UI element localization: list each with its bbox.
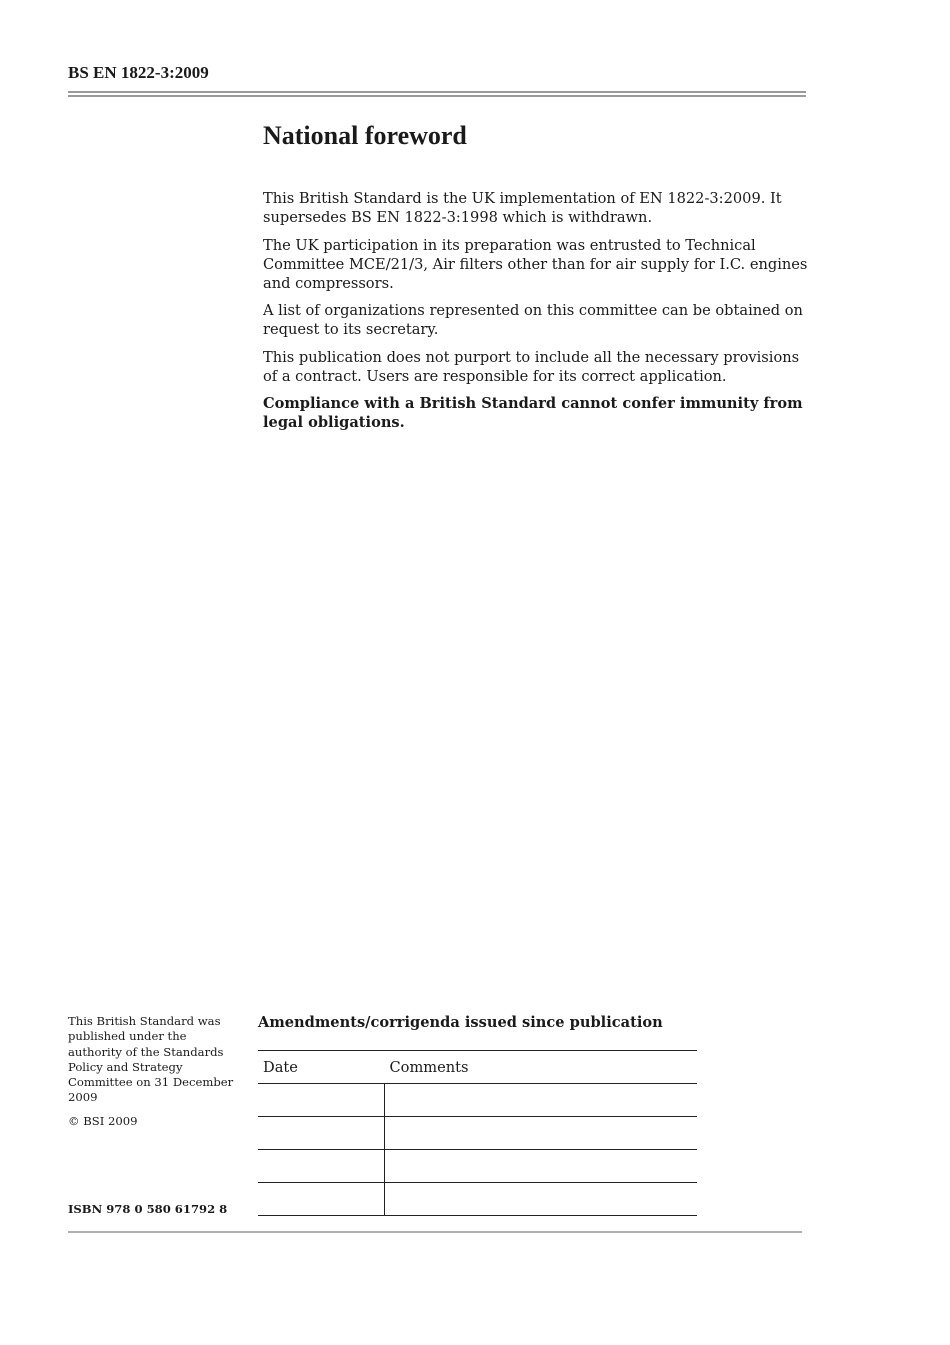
foreword-body xyxy=(263,189,808,441)
date-cell xyxy=(258,1117,385,1150)
column-header-date: Date xyxy=(258,1051,385,1084)
comments-cell xyxy=(385,1183,698,1216)
compliance-statement: Compliance with a British Standard cannot confer immunity from legal obligations. xyxy=(263,395,803,431)
paragraph-committee: The UK participation in its preparation was entrusted to Technical Committee MCE/21/3, Air filters other than for air supply for I.C. engines and compressors. xyxy=(263,236,808,292)
table-row xyxy=(258,1183,697,1216)
comments-cell xyxy=(385,1150,698,1183)
document-id: BS EN 1822-3:2009 xyxy=(68,63,209,82)
page-title: National foreword xyxy=(263,121,467,150)
comments-cell xyxy=(385,1084,698,1117)
isbn: ISBN 978 0 580 61792 8 xyxy=(68,1202,228,1216)
date-cell xyxy=(258,1150,385,1183)
paragraph-organizations: A list of organizations represented on this committee can be obtained on request to its secretary. xyxy=(263,302,803,338)
paragraph-implementation: This British Standard is the UK implementation of EN 1822-3:2009. It supersedes BS EN 1822-3:1998 which is withdrawn. xyxy=(263,190,782,226)
date-cell xyxy=(258,1183,385,1216)
amendments-title: Amendments/corrigenda issued since publication xyxy=(258,1014,663,1031)
comments-cell xyxy=(385,1117,698,1150)
table-row xyxy=(258,1150,697,1183)
header-rule xyxy=(68,91,806,100)
amendments-table xyxy=(258,1050,697,1216)
table-row xyxy=(258,1084,697,1117)
publication-sidebar xyxy=(68,1014,238,1137)
table-row xyxy=(258,1117,697,1150)
paragraph-provisions: This publication does not purport to include all the necessary provisions of a contract. Users are responsible for its correct application. xyxy=(263,348,800,385)
footer-rule xyxy=(68,1231,802,1233)
publication-note: This British Standard was published under the authority of the Standards Policy and Strategy Committee on 31 December 2009 xyxy=(68,1014,234,1105)
column-header-comments: Comments xyxy=(385,1051,698,1084)
table-header-row xyxy=(258,1051,697,1084)
copyright-notice: © BSI 2009 xyxy=(68,1113,138,1128)
date-cell xyxy=(258,1084,385,1117)
